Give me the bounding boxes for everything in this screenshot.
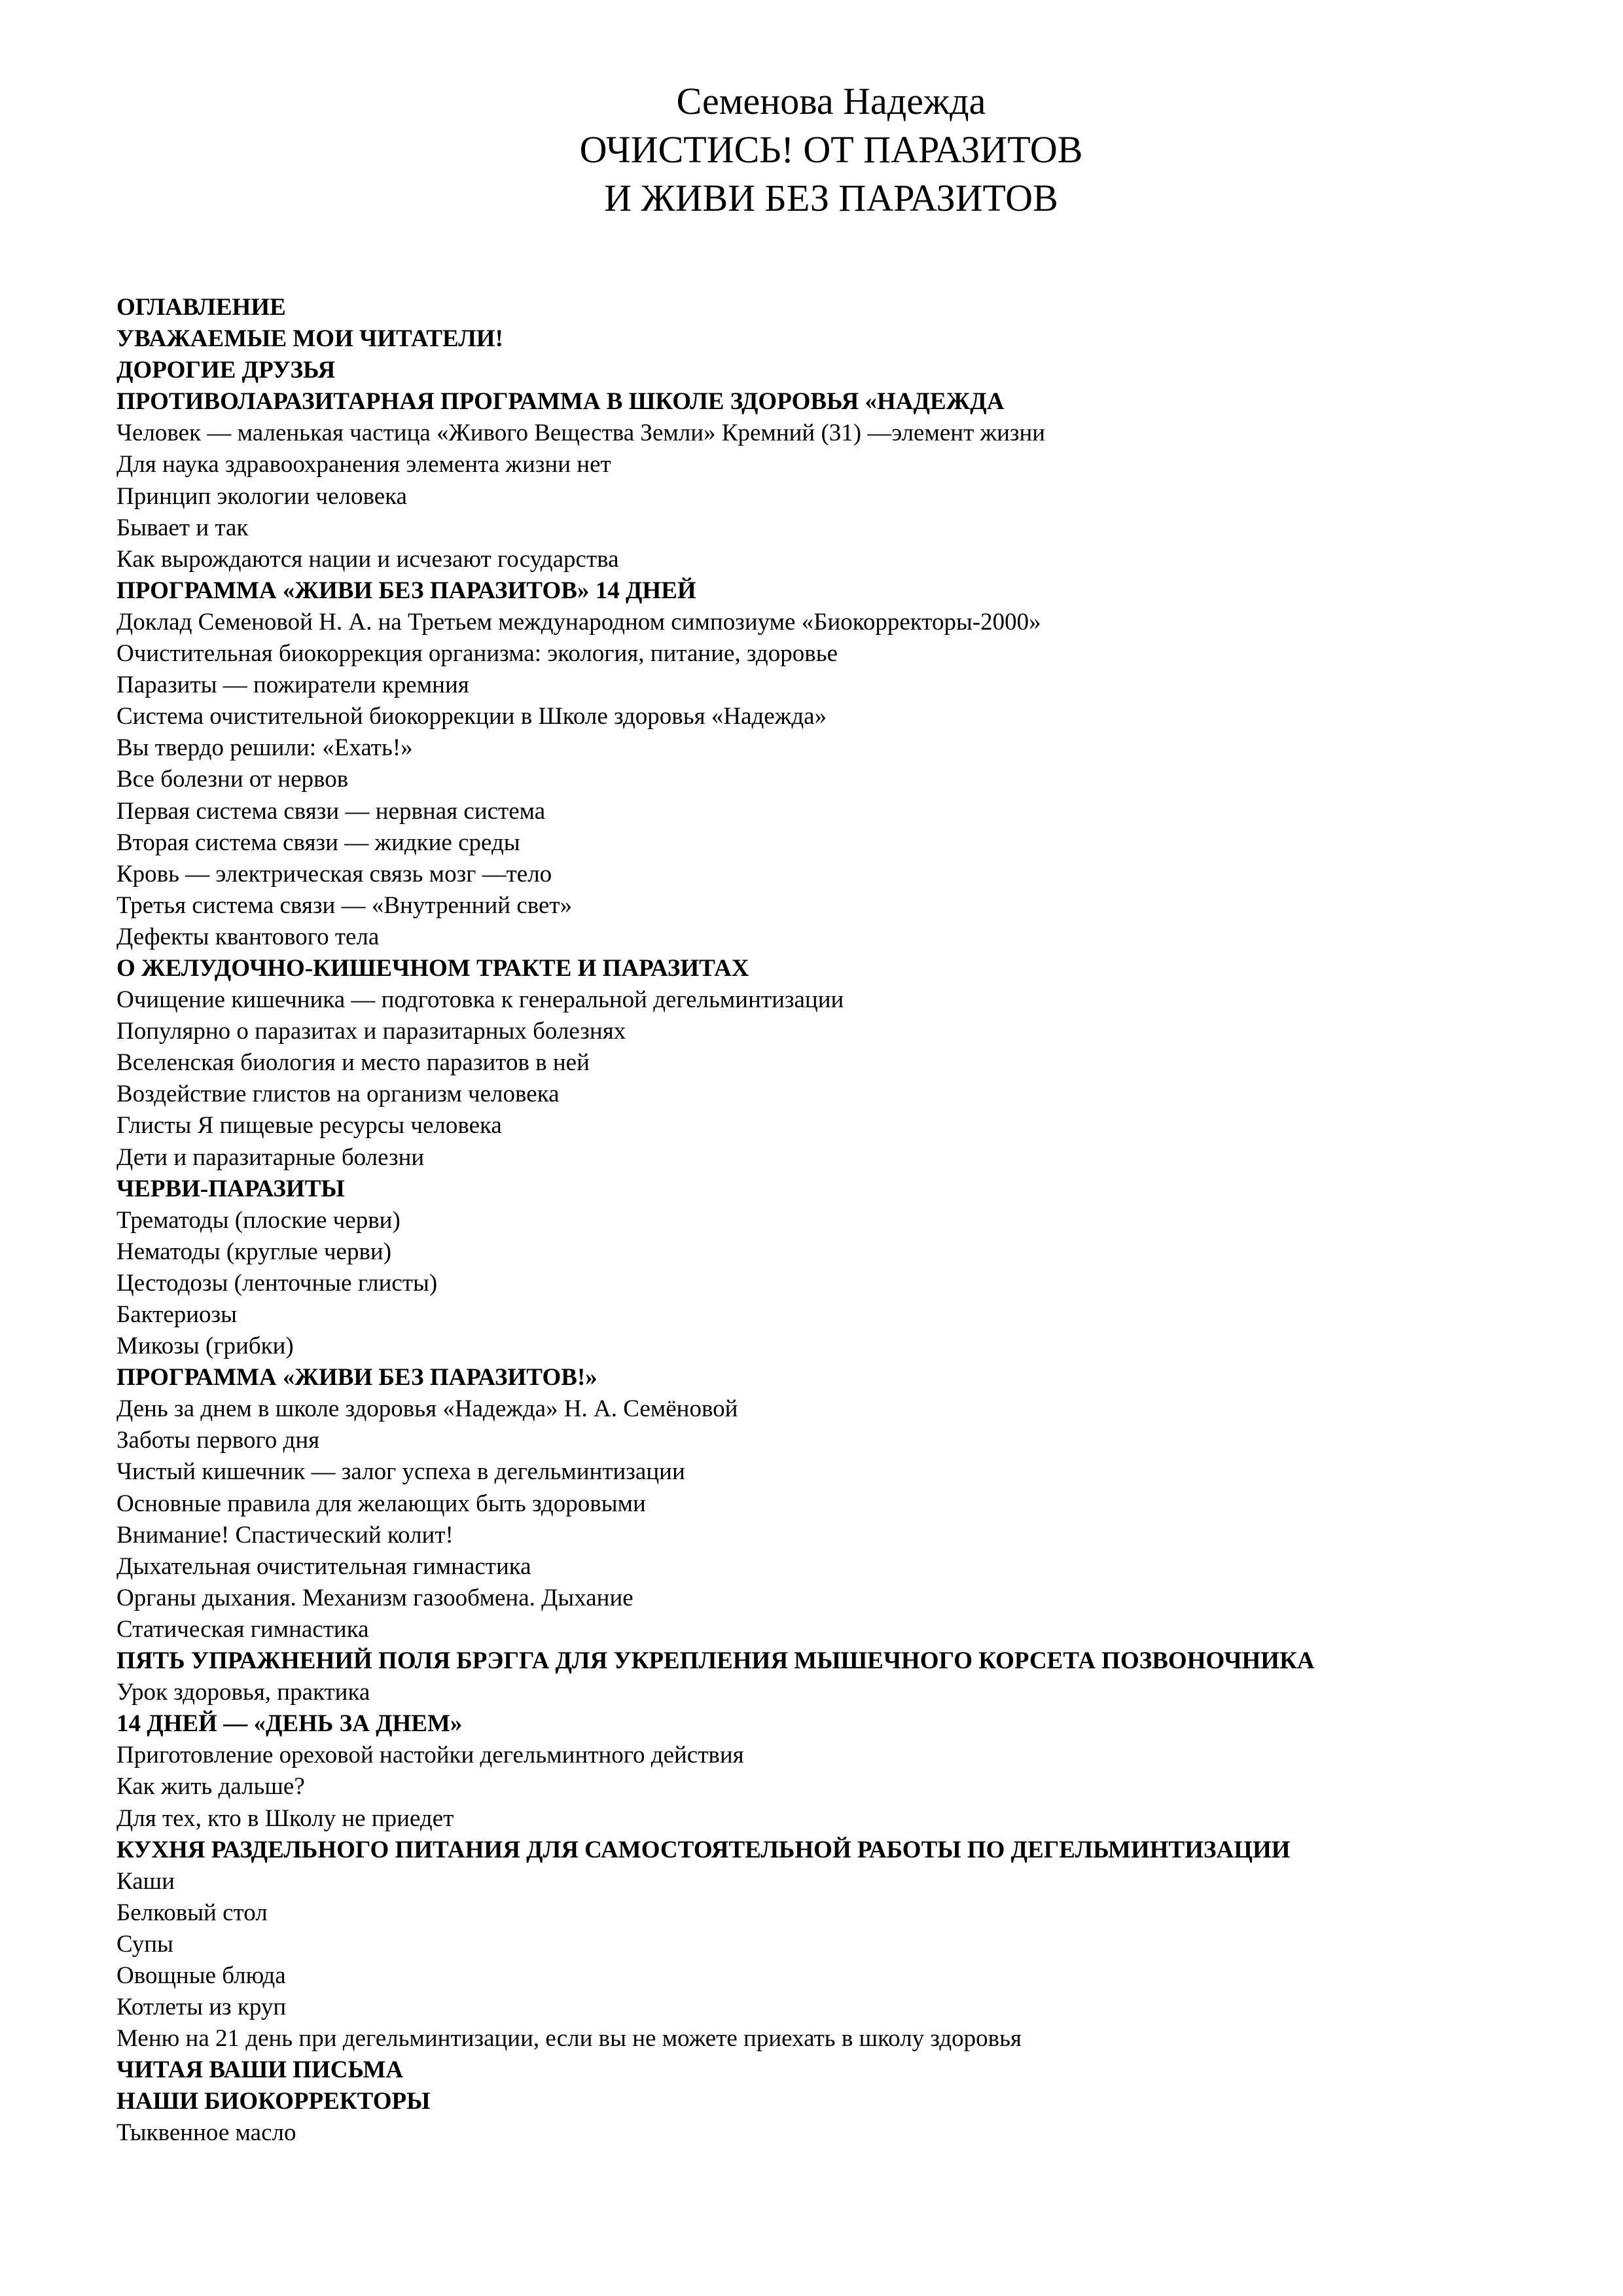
toc-section-heading: ДОРОГИЕ ДРУЗЬЯ (116, 357, 336, 384)
toc-section-heading: КУХНЯ РАЗДЕЛЬНОГО ПИТАНИЯ ДЛЯ САМОСТОЯТЕЛЬНОЙ РАБОТЫ ПО ДЕГЕЛЬМИНТИЗАЦИИ (116, 1836, 1291, 1863)
toc-entry: Основные правила для желающих быть здоровыми (116, 1490, 646, 1517)
toc-entry: Нематоды (круглые черви) (116, 1238, 392, 1265)
toc-entry: Внимание! Спастический колит! (116, 1521, 454, 1549)
toc-entry: Для наука здравоохранения элемента жизни нет (116, 451, 611, 478)
toc-entry: Белковый стол (116, 1899, 268, 1926)
toc-section-heading: ЧИТАЯ ВАШИ ПИСЬМА (116, 2056, 404, 2084)
toc-entry: Вы твердо решили: «Ехать!» (116, 734, 413, 762)
toc-section-heading: ПРОГРАММА «ЖИВИ БЕЗ ПАРАЗИТОВ» 14 ДНЕЙ (116, 577, 696, 604)
toc-entry: День за днем в школе здоровья «Надежда» Н. А. Семёновой (116, 1395, 738, 1423)
toc-entry: Вселенская биология и место паразитов в ней (116, 1049, 590, 1077)
toc-entry: Тыквенное масло (116, 2119, 296, 2147)
toc-entry: Дыхательная очистительная гимнастика (116, 1552, 531, 1580)
toc-entry: Очищение кишечника — подготовка к генеральной дегельминтизации (116, 986, 844, 1014)
toc-section-heading: ПЯТЬ УПРАЖНЕНИЙ ПОЛЯ БРЭГГА ДЛЯ УКРЕПЛЕНИЯ МЫШЕЧНОГО КОРСЕТА ПОЗВОНОЧНИКА (116, 1647, 1315, 1675)
toc-entry: Вторая система связи — жидкие среды (116, 829, 520, 856)
toc-entry: Дефекты квантового тела (116, 923, 380, 950)
toc-entry: Бактериозы (116, 1301, 238, 1328)
book-title-line-2: И ЖИВИ БЕЗ ПАРАЗИТОВ (604, 177, 1058, 219)
toc-entry: Доклад Семеновой Н. А. на Третьем международном симпозиуме «Биокорректоры-2000» (116, 608, 1041, 636)
toc-entry: Глисты Я пищевые ресурсы человека (116, 1112, 502, 1139)
toc-section-heading: УВАЖАЕМЫЕ МОИ ЧИТАТЕЛИ! (116, 325, 503, 353)
toc-section-heading: НАШИ БИОКОРРЕКТОРЫ (116, 2088, 431, 2115)
toc-entry: Первая система связи — нервная система (116, 797, 546, 825)
toc-entry: Овощные блюда (116, 1962, 286, 1989)
toc-entry: Заботы первого дня (116, 1427, 320, 1454)
toc-section-heading: ПРОТИВОЛАРАЗИТАРНАЯ ПРОГРАММА В ШКОЛЕ ЗДОРОВЬЯ «НАДЕЖДА (116, 388, 1005, 416)
toc-entry: Популярно о паразитах и паразитарных болезнях (116, 1018, 626, 1045)
toc-section-heading: ОГЛАВЛЕНИЕ (116, 294, 286, 321)
toc-entry: Урок здоровья, практика (116, 1679, 370, 1706)
toc-entry: Приготовление ореховой настойки дегельминтного действия (116, 1742, 744, 1769)
author-name: Семенова Надежда (676, 80, 986, 122)
toc-entry: Как жить дальше? (116, 1773, 305, 1801)
toc-entry: Для тех, кто в Школу не приедет (116, 1804, 454, 1832)
toc-entry: Человек — маленькая частица «Живого Вещества Земли» Кремний (31) —элемент жизни (116, 420, 1046, 447)
toc-entry: Котлеты из круп (116, 1994, 287, 2021)
toc-entry: Чистый кишечник — залог успеха в дегельминтизации (116, 1458, 685, 1486)
toc-entry: Очистительная биокоррекция организма: экология, питание, здоровье (116, 640, 838, 668)
toc-entry: Воздействие глистов на организм человека (116, 1081, 560, 1108)
toc-entry: Цестодозы (ленточные глисты) (116, 1269, 438, 1297)
toc-entry: Все болезни от нервов (116, 766, 349, 793)
toc-entry: Принцип экологии человека (116, 482, 407, 510)
document-header (0, 77, 1623, 223)
toc-section-heading: О ЖЕЛУДОЧНО-КИШЕЧНОМ ТРАКТЕ И ПАРАЗИТАХ (116, 954, 749, 982)
toc-entry: Третья система связи — «Внутренний свет» (116, 891, 573, 919)
toc-entry: Как вырождаются нации и исчезают государства (116, 545, 619, 573)
toc-entry: Микозы (грибки) (116, 1333, 294, 1360)
toc-entry: Бывает и так (116, 514, 249, 541)
toc-entry: Меню на 21 день при дегельминтизации, если вы не можете приехать в школу здоровья (116, 2025, 1022, 2053)
book-title-line-1: ОЧИСТИСЬ! ОТ ПАРАЗИТОВ (579, 128, 1083, 171)
toc-entry: Органы дыхания. Механизм газообмена. Дыхание (116, 1584, 633, 1611)
toc-entry: Статическая гимнастика (116, 1615, 369, 1643)
toc-entry: Паразиты — пожиратели кремния (116, 672, 469, 699)
table-of-contents (116, 292, 1596, 2149)
toc-entry: Супы (116, 1930, 173, 1958)
toc-entry: Кровь — электрическая связь мозг —тело (116, 860, 552, 888)
toc-entry: Каши (116, 1867, 175, 1895)
toc-section-heading: 14 ДНЕЙ — «ДЕНЬ ЗА ДНЕМ» (116, 1710, 463, 1738)
toc-section-heading: ПРОГРАММА «ЖИВИ БЕЗ ПАРАЗИТОВ!» (116, 1364, 597, 1391)
toc-entry: Дети и паразитарные болезни (116, 1143, 425, 1171)
toc-section-heading: ЧЕРВИ-ПАРАЗИТЫ (116, 1175, 345, 1202)
toc-entry: Система очистительной биокоррекции в Школе здоровья «Надежда» (116, 703, 827, 730)
toc-entry: Трематоды (плоские черви) (116, 1206, 401, 1234)
